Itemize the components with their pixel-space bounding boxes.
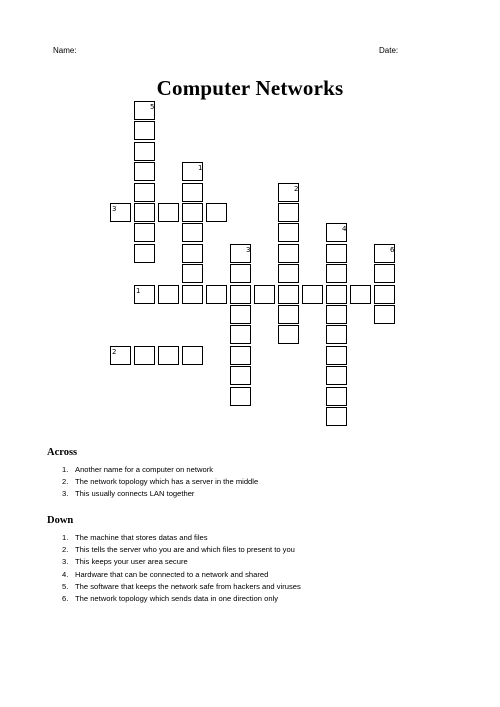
crossword-cell[interactable] [278, 244, 299, 263]
crossword-cell[interactable] [326, 305, 347, 324]
crossword-cell[interactable] [182, 203, 203, 222]
clue-text: This tells the server who you are and which files to present to you [75, 545, 295, 555]
crossword-cell[interactable] [326, 387, 347, 406]
crossword-cell[interactable] [230, 305, 251, 324]
crossword-cell[interactable] [326, 244, 347, 263]
clue-number-label: 1 [136, 286, 141, 295]
across-clue [62, 464, 258, 476]
crossword-cell[interactable] [230, 387, 251, 406]
crossword-cell[interactable] [182, 244, 203, 263]
clue-number: 1. [62, 465, 69, 474]
down-clue [62, 581, 301, 593]
down-clue [62, 544, 301, 556]
clue-text: The network topology which sends data in one direction only [75, 594, 279, 604]
clue-text: Hardware that can be connected to a network and shared [75, 569, 269, 579]
clue-number-label: 4 [342, 225, 347, 234]
crossword-cell[interactable] [326, 346, 347, 365]
crossword-cell[interactable] [278, 325, 299, 344]
crossword-cell[interactable] [230, 325, 251, 344]
across-heading: Across [47, 447, 78, 458]
crossword-cell[interactable] [278, 285, 299, 304]
clue-text: The network topology which has a server in the middle [75, 477, 259, 487]
clue-number-label: 2 [294, 184, 299, 193]
name-label: Name: [53, 46, 77, 55]
crossword-cell[interactable] [182, 346, 203, 365]
crossword-cell[interactable] [134, 121, 155, 140]
crossword-cell[interactable] [134, 203, 155, 222]
down-heading: Down [47, 515, 74, 526]
clue-number: 5. [62, 581, 69, 591]
clue-number-label: 1 [198, 164, 203, 173]
across-clue-list [62, 464, 258, 501]
across-clue [62, 476, 258, 488]
clue-number: 3. [62, 557, 69, 567]
crossword-cell[interactable] [230, 346, 251, 365]
crossword-cell[interactable] [134, 244, 155, 263]
crossword-cell[interactable] [374, 305, 395, 324]
clue-number-label: 6 [390, 245, 395, 254]
crossword-cell[interactable] [326, 285, 347, 304]
clue-number: 4. [62, 569, 69, 579]
down-clue [62, 569, 301, 581]
crossword-cell[interactable] [374, 264, 395, 283]
clue-text: This usually connects LAN together [75, 489, 195, 499]
crossword-cell[interactable] [134, 162, 155, 181]
crossword-cell[interactable] [134, 346, 155, 365]
crossword-cell[interactable] [206, 285, 227, 304]
crossword-cell[interactable] [230, 366, 251, 385]
crossword-cell[interactable] [206, 203, 227, 222]
crossword-cell[interactable] [350, 285, 371, 304]
crossword-cell[interactable] [278, 223, 299, 242]
crossword-cell[interactable] [374, 285, 395, 304]
crossword-cell[interactable] [278, 305, 299, 324]
page-title: Computer Networks [156, 76, 344, 100]
across-clue [62, 488, 258, 500]
clue-text: Another name for a computer on network [75, 465, 214, 474]
crossword-cell[interactable] [158, 285, 179, 304]
clue-number: 3. [62, 489, 69, 499]
clue-number-label: 5 [150, 103, 155, 111]
crossword-cell[interactable] [278, 264, 299, 283]
date-label: Date: [379, 46, 399, 55]
clue-number: 1. [62, 533, 69, 542]
crossword-cell[interactable] [182, 264, 203, 283]
crossword-cell[interactable] [326, 407, 347, 426]
crossword-cell[interactable] [182, 183, 203, 202]
clue-number-label: 2 [112, 347, 117, 356]
crossword-cell[interactable] [326, 325, 347, 344]
clue-text: This keeps your user area secure [75, 557, 188, 567]
clue-text: The machine that stores datas and files [75, 533, 208, 542]
down-clue [62, 532, 301, 544]
crossword-cell[interactable] [158, 203, 179, 222]
clue-text: The software that keeps the network safe from hackers and viruses [75, 581, 301, 591]
down-clue-list [62, 532, 301, 605]
crossword-cell[interactable] [278, 203, 299, 222]
clue-number: 6. [62, 594, 69, 604]
crossword-cell[interactable] [134, 142, 155, 161]
down-clue [62, 593, 301, 605]
crossword-cell[interactable] [254, 285, 275, 304]
down-clue [62, 556, 301, 568]
crossword-cell[interactable] [134, 183, 155, 202]
crossword-cell[interactable] [158, 346, 179, 365]
crossword-cell[interactable] [230, 285, 251, 304]
crossword-cell[interactable] [326, 264, 347, 283]
crossword-cell[interactable] [182, 285, 203, 304]
clue-number-label: 3 [246, 245, 251, 254]
clue-number: 2. [62, 545, 69, 555]
crossword-cell[interactable] [230, 264, 251, 283]
crossword-cell[interactable] [302, 285, 323, 304]
crossword-cell[interactable] [182, 223, 203, 242]
clue-number: 2. [62, 477, 69, 487]
crossword-cell[interactable] [326, 366, 347, 385]
crossword-cell[interactable] [134, 223, 155, 242]
clue-number-label: 3 [112, 205, 117, 213]
